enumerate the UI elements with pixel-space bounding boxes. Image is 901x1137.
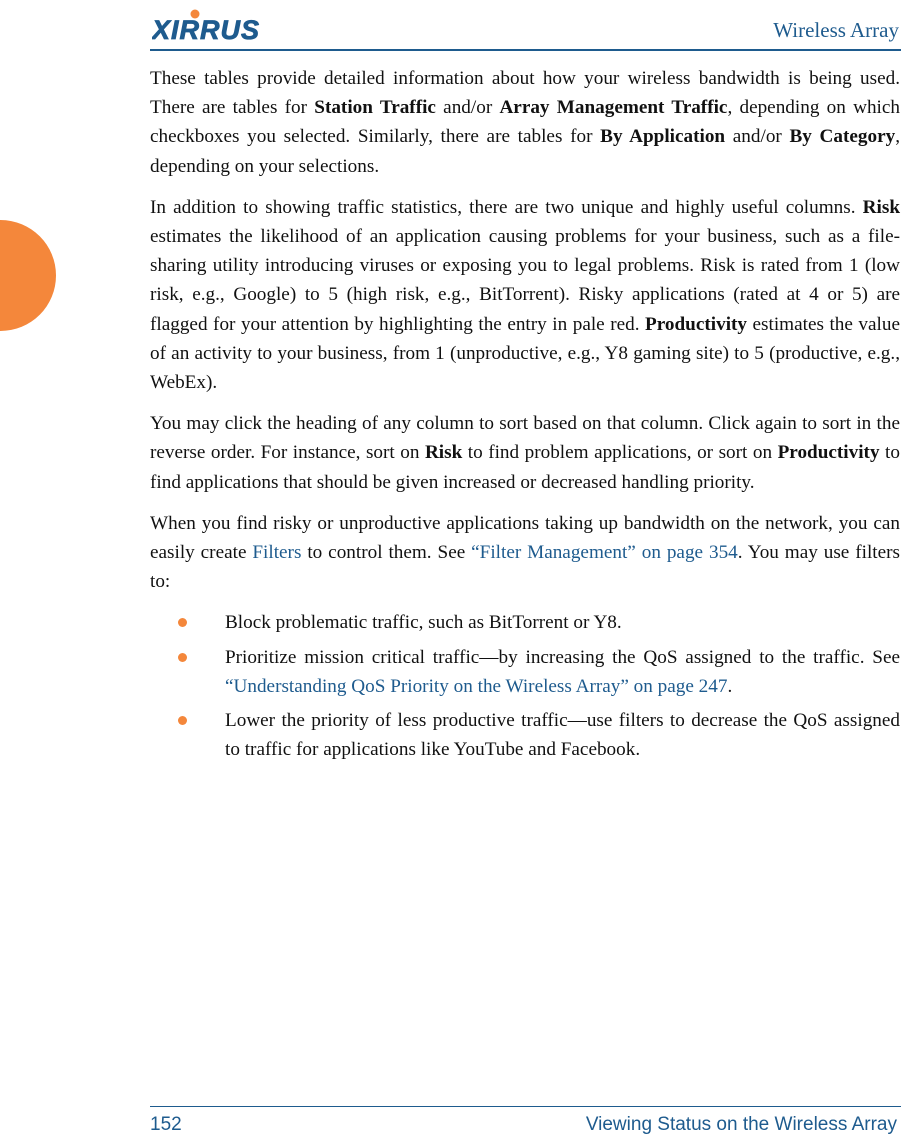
- paragraph-risk-productivity: In addition to showing traffic statistics, there are two unique and highly useful columns. Risk estimates the likelihood of an application causing problems for your business, such as a file-sharing utility introducing viruses or exposing you to legal problems. Risk is rated from 1 (low risk, e.g., Google) to 5 (high risk, e.g., BitTorrent). Risky applications (rated at 4 or 5) are flagged for your attention by highlighting the entry in pale red. Productivity estimates the value of an activity to your business, from 1 (unproductive, e.g., Y8 gaming site) to 5 (productive, e.g., WebEx).: [150, 196, 900, 394]
- chapter-tab-marker: [0, 220, 56, 331]
- page-header: [0, 0, 901, 52]
- logo-text: XIRRUS: [152, 15, 261, 42]
- footer-chapter-title: Viewing Status on the Wireless Array: [585, 1114, 897, 1135]
- page-number: 152: [150, 1114, 182, 1135]
- header-divider: [150, 49, 901, 51]
- page-body: [150, 64, 900, 769]
- term-by-category: By Category: [789, 126, 896, 148]
- term-risk-sort: Risk: [424, 442, 463, 464]
- bullet-icon: [178, 653, 187, 662]
- bullet-icon: [178, 716, 187, 725]
- term-productivity-sort: Productivity: [777, 442, 880, 464]
- list-item: Block problematic traffic, such as BitTorrent or Y8.: [150, 608, 900, 637]
- xirrus-logo: [152, 8, 302, 42]
- term-array-management-traffic: Array Management Traffic: [499, 97, 728, 119]
- term-station-traffic: Station Traffic: [314, 97, 436, 119]
- header-section-title: Wireless Array: [773, 18, 899, 42]
- bullet-icon: [178, 618, 187, 627]
- paragraph-sorting: You may click the heading of any column to sort based on that column. Click again to sort in the reverse order. For instance, sort on Risk to find problem applications, or sort on Productivity to find applications that should be given increased or decreased handling priority.: [150, 413, 900, 493]
- list-item: Prioritize mission critical traffic—by increasing the QoS assigned to the traffic. See “Understanding QoS Priority on the Wireless Array” on page 247.: [150, 643, 900, 701]
- filter-uses-list: [150, 608, 900, 764]
- filter-management-link[interactable]: “Filter Management” on page 354: [471, 542, 738, 564]
- footer-divider: [150, 1106, 901, 1107]
- term-by-application: By Application: [600, 126, 726, 148]
- term-productivity: Productivity: [645, 313, 748, 335]
- filters-link[interactable]: Filters: [252, 542, 302, 564]
- paragraph-tables-intro: These tables provide detailed information about how your wireless bandwidth is being used. There are tables for Station Traffic and/or Array Management Traffic, depending on which checkboxes you selected. Similarly, there are tables for By Application and/or By Category, depending on your selections.: [150, 68, 901, 177]
- term-risk: Risk: [862, 196, 900, 218]
- paragraph-filters: When you find risky or unproductive applications taking up bandwidth on the network, you can easily create Filters to control them. See “Filter Management” on page 354. You may use filters to:: [150, 512, 900, 593]
- list-item: Lower the priority of less productive traffic—use filters to decrease the QoS assigned to traffic for applications like YouTube and Facebook.: [150, 706, 900, 764]
- qos-priority-link[interactable]: “Understanding QoS Priority on the Wireless Array” on page 247: [225, 675, 728, 697]
